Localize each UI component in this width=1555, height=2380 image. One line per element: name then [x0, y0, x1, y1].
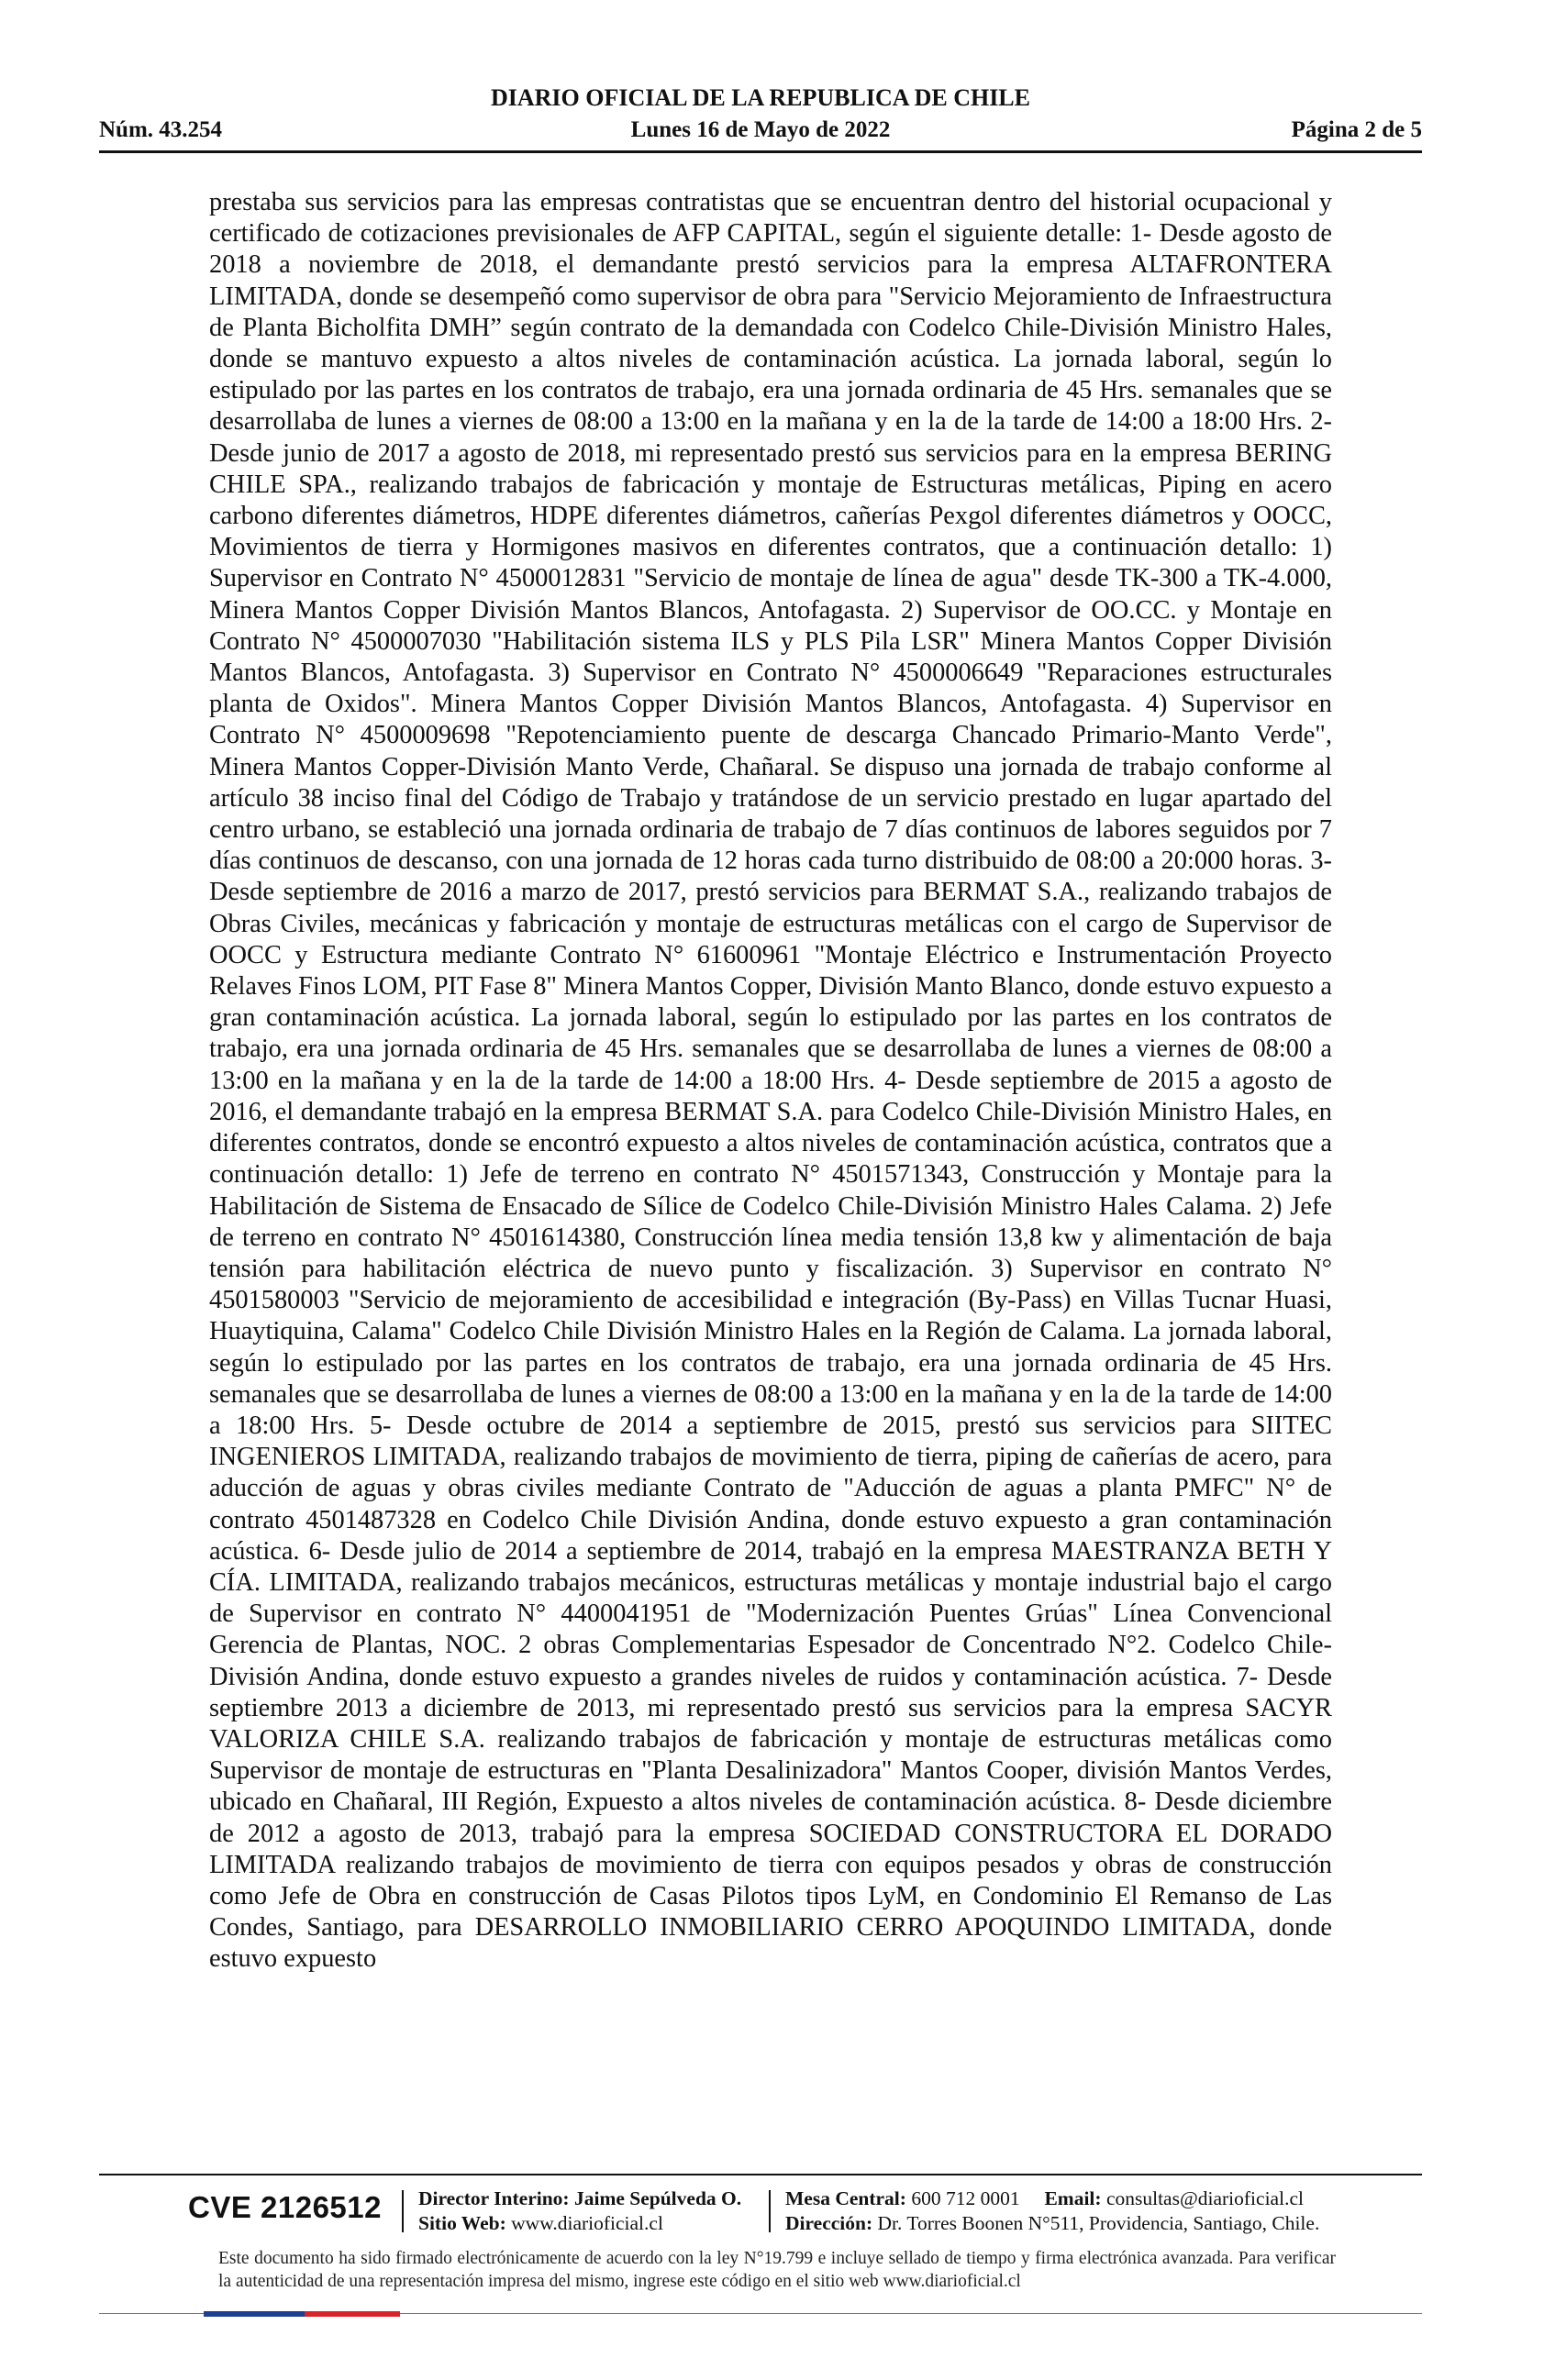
footer-divider [99, 2174, 1422, 2175]
publication-title: DIARIO OFICIAL DE LA REPUBLICA DE CHILE [490, 84, 1030, 111]
director-name: Jaime Sepúlveda O. [573, 2187, 742, 2209]
address-text: Dr. Torres Boonen N°511, Providencia, Santiago, Chile. [877, 2212, 1320, 2234]
page-indicator: Página 2 de 5 [1291, 117, 1422, 142]
issue-date: Lunes 16 de Mayo de 2022 [630, 117, 891, 142]
footer-separator [769, 2190, 771, 2232]
footer-contact-block [785, 2186, 1319, 2236]
address-label: Dirección: [785, 2212, 873, 2234]
email-label: Email: [1044, 2187, 1102, 2209]
header-divider [99, 150, 1422, 153]
cve-code: CVE 2126512 [188, 2190, 382, 2224]
email-link[interactable]: consultas@diarioficial.cl [1105, 2187, 1304, 2209]
flag-red-bar [305, 2311, 400, 2317]
director-label: Director Interino: [418, 2187, 570, 2209]
chile-flag-stripe [204, 2311, 400, 2317]
body-paragraph: prestaba sus servicios para las empresas contratistas que se encuentran dentro del historial ocupacional y certificado de cotizaciones previsionales de AFP CAPITAL, según el siguiente detalle: 1- Desde agosto de 2018 a noviembre de 2018, el demandante prestó servicios para la empresa ALTAFRONTERA LIMITADA, donde se desempeñó como supervisor de obra para "Servicio Mejoramiento de Infraestructura de Planta Bicholfita DMH” según contrato de la demandada con Codelco Chile-División Ministro Hales, donde se mantuvo expuesto a altos niveles de contaminación acústica. La jornada laboral, según lo estipulado por las partes en los contratos de trabajo, era una jornada ordinaria de 45 Hrs. semanales que se desarrollaba de lunes a viernes de 08:00 a 13:00 en la mañana y en la de la tarde de 14:00 a 18:00 Hrs. 2- Desde junio de 2017 a agosto de 2018, mi representado prestó sus servicios para en la empresa BERING CHILE SPA., realizando trabajos de fabricación y montaje de Estructuras metálicas, Piping en acero carbono diferentes diámetros, HDPE diferentes diámetros, cañerías Pexgol diferentes diámetros y OOCC, Movimientos de tierra y Hormigones masivos en diferentes contratos, que a continuación detallo: 1) Supervisor en Contrato N° 4500012831 "Servicio de montaje de línea de agua" desde TK-300 a TK-4.000, Minera Mantos Copper División Mantos Blancos, Antofagasta. 2) Supervisor de OO.CC. y Montaje en Contrato N° 4500007030 "Habilitación sistema ILS y PLS Pila LSR" Minera Mantos Copper División Mantos Blancos, Antofagasta. 3) Supervisor en Contrato N° 4500006649 "Reparaciones estructurales planta de Oxidos". Minera Mantos Copper División Mantos Blancos, Antofagasta. 4) Supervisor en Contrato N° 4500009698 "Repotenciamiento puente de descarga Chancado Primario-Manto Verde", Minera Mantos Copper-División Manto Verde, Chañaral. Se dispuso una jornada de trabajo conforme al artículo 38 inciso final del Código de Trabajo y tratándose de un servicio prestado en lugar apartado del centro urbano, se estableció una jornada ordinaria de trabajo de 7 días continuos de labores seguidos por 7 días continuos de descanso, con una jornada de 12 horas cada turno distribuido de 08:00 a 20:000 horas. 3- Desde septiembre de 2016 a marzo de 2017, prestó servicios para BERMAT S.A., realizando trabajos de Obras Civiles, mecánicas y fabricación y montaje de estructuras metálicas con el cargo de Supervisor de OOCC y Estructura mediante Contrato N° 61600961 "Montaje Eléctrico e Instrumentación Proyecto Relaves Finos LOM, PIT Fase 8" Minera Mantos Copper, División Manto Blanco, donde estuvo expuesto a gran contaminación acústica. La jornada laboral, según lo estipulado por las partes en los contratos de trabajo, era una jornada ordinaria de 45 Hrs. semanales que se desarrollaba de lunes a viernes de 08:00 a 13:00 en la mañana y en la de la tarde de 14:00 a 18:00 Hrs. 4- Desde septiembre de 2015 a agosto de 2016, el demandante trabajó en la empresa BERMAT S.A. para Codelco Chile-División Ministro Hales, en diferentes contratos, donde se encontró expuesto a altos niveles de contaminación acústica, contratos que a continuación detallo: 1) Jefe de terreno en contrato N° 4501571343, Construcción y Montaje para la Habilitación de Sistema de Ensacado de Sílice de Codelco Chile-División Ministro Hales Calama. 2) Jefe de terreno en contrato N° 4501614380, Construcción línea media tensión 13,8 kw y alimentación de baja tensión para habilitación eléctrica de nuevo punto y fiscalización. 3) Supervisor en contrato N° 4501580003 "Servicio de mejoramiento de accesibilidad e integración (By-Pass) en Villas Tucnar Huasi, Huaytiquina, Calama" Codelco Chile División Ministro Hales en la Región de Calama. La jornada laboral, según lo estipulado por las partes en los contratos de trabajo, era una jornada ordinaria de 45 Hrs. semanales que se desarrollaba de lunes a viernes de 08:00 a 13:00 en la mañana y en la de la tarde de 14:00 a 18:00 Hrs. 5- Desde octubre de 2014 a septiembre de 2015, prestó sus servicios para SIITEC INGENIEROS LIMITADA, realizando trabajos de movimiento de tierra, piping de cañerías de acero, para aducción de aguas y obras civiles mediante Contrato de "Aducción de aguas a planta PMFC" N° de contrato 4501487328 en Codelco Chile División Andina, donde estuvo expuesto a gran contaminación acústica. 6- Desde julio de 2014 a septiembre de 2014, trabajó en la empresa MAESTRANZA BETH Y CÍA. LIMITADA, realizando trabajos mecánicos, estructuras metálicas y montaje industrial bajo el cargo de Supervisor en contrato N° 4400041951 de "Modernización Puentes Grúas" Línea Convencional Gerencia de Plantas, NOC. 2 obras Complementarias Espesador de Concentrado N°2. Codelco Chile-División Andina, donde estuvo expuesto a grandes niveles de ruidos y contaminación acústica. 7- Desde septiembre 2013 a diciembre de 2013, mi representado prestó sus servicios para la empresa SACYR VALORIZA CHILE S.A. realizando trabajos de fabricación y montaje de estructuras metálicas como Supervisor de montaje de estructuras en "Planta Desalinizadora" Mantos Cooper, división Mantos Verdes, ubicado en Chañaral, III Región, Expuesto a altos niveles de contaminación acústica. 8- Desde diciembre de 2012 a agosto de 2013, trabajó para la empresa SOCIEDAD CONSTRUCTORA EL DORADO LIMITADA realizando trabajos de movimiento de tierra con equipos pesados y obras de construcción como Jefe de Obra en construcción de Casas Pilotos tipos LyM, en Condominio El Remanso de Las Condes, Santiago, para DESARROLLO INMOBILIARIO CERRO APOQUINDO LIMITADA, donde estuvo expuesto [209, 188, 1332, 1974]
footer-director-block [418, 2186, 741, 2236]
mesa-label: Mesa Central: [785, 2187, 906, 2209]
page-header [99, 84, 1422, 149]
footer-separator [402, 2190, 404, 2232]
flag-blue-bar [204, 2311, 305, 2317]
website-link[interactable]: www.diarioficial.cl [511, 2212, 663, 2234]
mesa-phone: 600 712 0001 [911, 2187, 1020, 2209]
website-label: Sitio Web: [418, 2212, 506, 2234]
signature-disclaimer: Este documento ha sido firmado electrónicamente de acuerdo con la ley N°19.799 e incluye sellado de tiempo y firma electrónica avanzada. Para verificar la autenticidad de una representación impresa del mismo, ingrese este código en el sitio web www.diarioficial.cl [218, 2249, 1336, 2291]
issue-number: Núm. 43.254 [99, 117, 223, 142]
